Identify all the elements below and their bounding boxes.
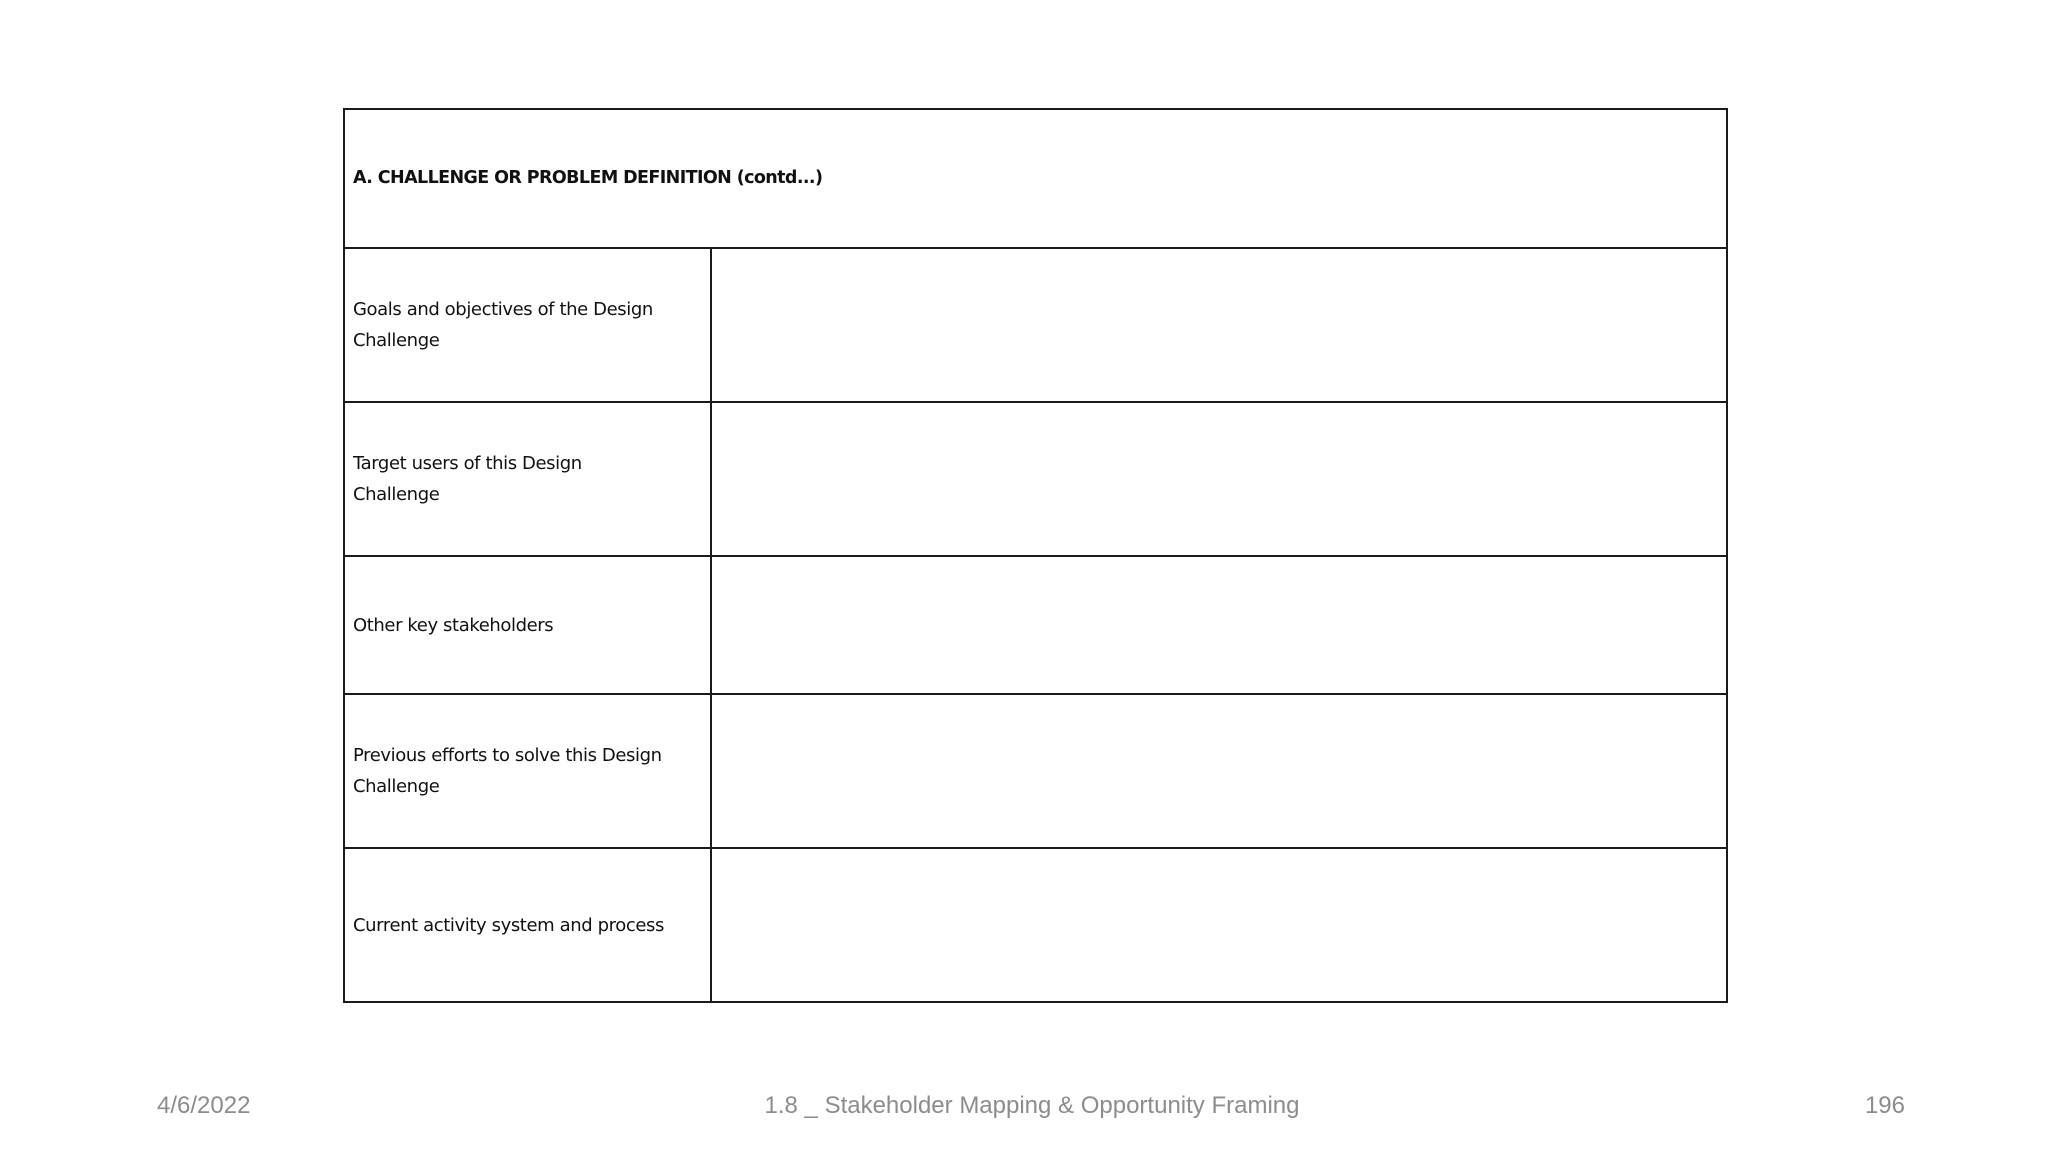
row-label-target-users: Target users of this Design Challenge xyxy=(344,402,711,556)
row-label-stakeholders: Other key stakeholders xyxy=(344,556,711,694)
footer-page-number: 196 xyxy=(1864,1092,1905,1119)
table-row xyxy=(344,556,1727,694)
row-value-previous-efforts[interactable] xyxy=(711,694,1727,848)
row-value-target-users[interactable] xyxy=(711,402,1727,556)
table-row xyxy=(344,248,1727,402)
footer-title: 1.8 _ Stakeholder Mapping & Opportunity Framing xyxy=(764,1092,1300,1119)
footer-date: 4/6/2022 xyxy=(157,1092,251,1119)
table-row xyxy=(344,694,1727,848)
table-header-row xyxy=(344,109,1727,248)
row-value-goals[interactable] xyxy=(711,248,1727,402)
challenge-definition-table xyxy=(343,108,1728,1003)
table-header: A. CHALLENGE OR PROBLEM DEFINITION (contd...) xyxy=(344,109,1727,248)
row-label-previous-efforts: Previous efforts to solve this Design Challenge xyxy=(344,694,711,848)
table-row xyxy=(344,848,1727,1002)
row-label-goals: Goals and objectives of the Design Challenge xyxy=(344,248,711,402)
row-value-current-activity[interactable] xyxy=(711,848,1727,1002)
row-label-current-activity: Current activity system and process xyxy=(344,848,711,1002)
table-row xyxy=(344,402,1727,556)
row-value-stakeholders[interactable] xyxy=(711,556,1727,694)
